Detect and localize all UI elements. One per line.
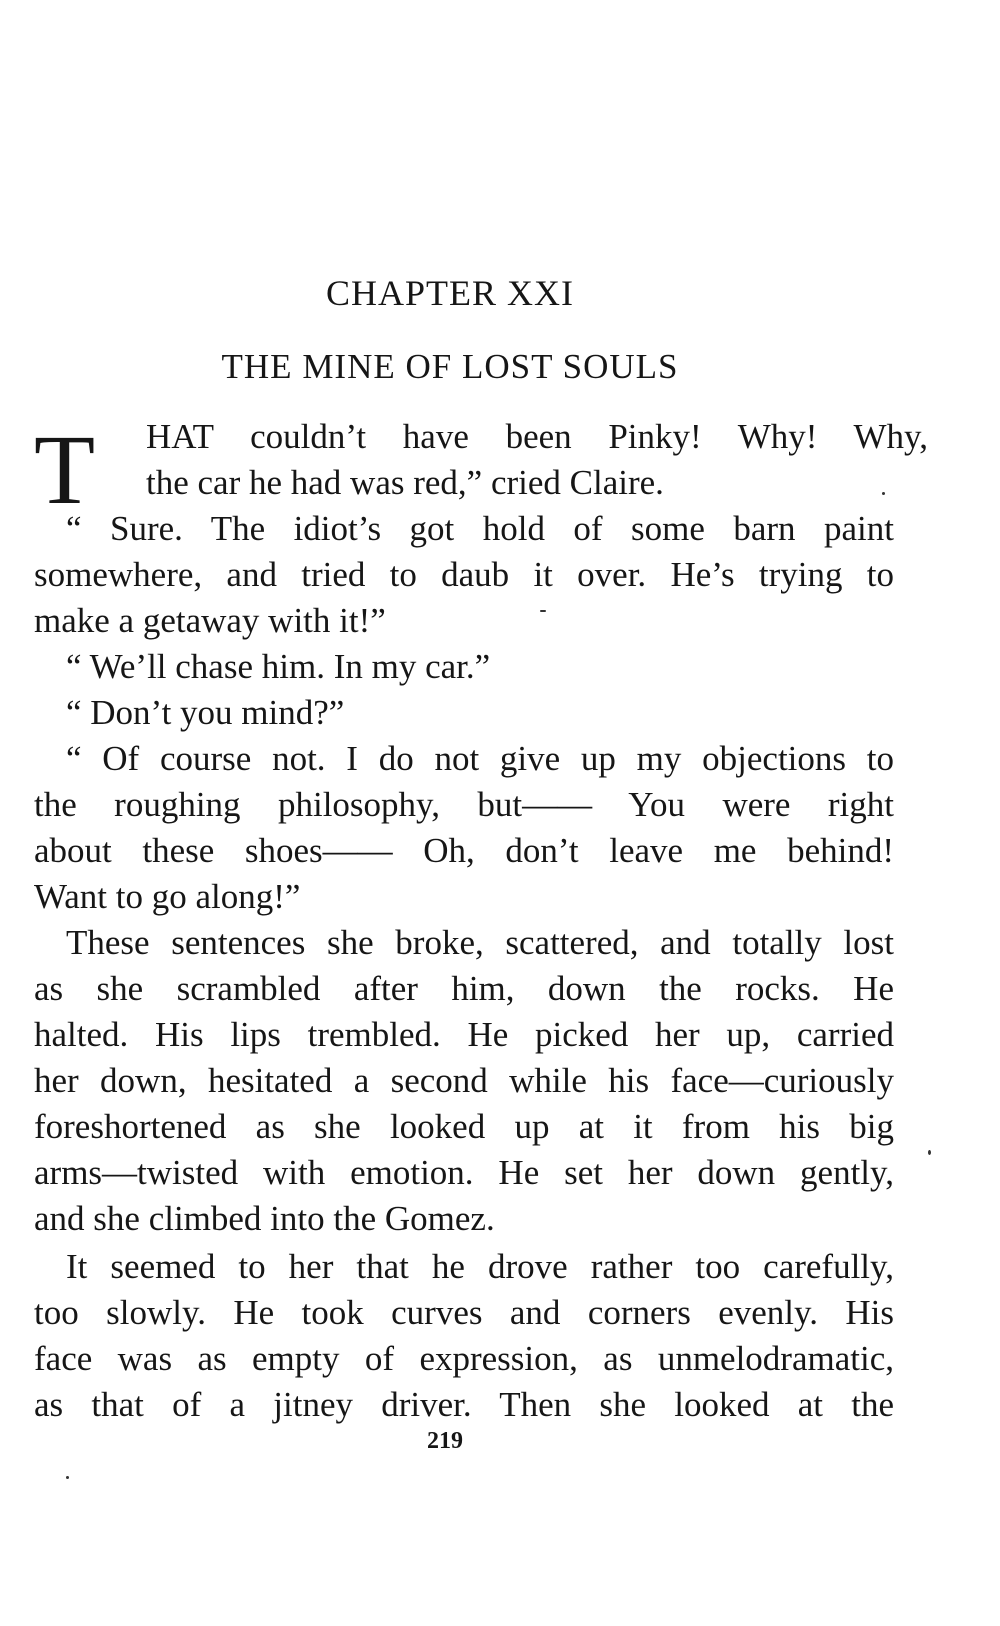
text-line: “ We’ll chase him. In my car.”	[66, 647, 491, 686]
text-line: These sentences she broke, scattered, and totally lost	[66, 923, 894, 962]
ink-speck	[882, 492, 885, 495]
text-line: HAT couldn’t have been Pinky! Why! Why,	[146, 417, 928, 456]
text-line: the roughing philosophy, but—— You were right	[34, 785, 894, 824]
drop-cap: T	[34, 414, 96, 525]
chapter-title: THE MINE OF LOST SOULS	[221, 347, 679, 386]
text-line: halted. His lips trembled. He picked her up, carried	[34, 1015, 894, 1054]
text-line: her down, hesitated a second while his face—curiously	[34, 1061, 894, 1100]
ink-speck	[540, 610, 546, 612]
chapter-number: CHAPTER XXI	[325, 273, 574, 313]
text-line: and she climbed into the Gomez.	[34, 1199, 495, 1238]
text-line: as she scrambled after him, down the rocks. He	[34, 969, 894, 1008]
text-line: “ Sure. The idiot’s got hold of some barn paint	[66, 509, 894, 548]
text-line: the car he had was red,” cried Claire.	[146, 463, 664, 502]
page-number: 219	[427, 1428, 463, 1454]
text-line: somewhere, and tried to daub it over. He’s trying to	[34, 555, 894, 594]
text-line: arms—twisted with emotion. He set her down gently,	[34, 1153, 894, 1192]
text-line: “ Of course not. I do not give up my objections to	[66, 739, 894, 778]
text-line: as that of a jitney driver. Then she looked at the	[34, 1385, 894, 1424]
text-line: too slowly. He took curves and corners evenly. His	[34, 1293, 894, 1332]
text-line: Want to go along!”	[34, 877, 301, 916]
text-line: face was as empty of expression, as unmelodramatic,	[34, 1339, 894, 1378]
ink-speck	[66, 1476, 69, 1479]
ink-speck	[928, 1150, 931, 1155]
text-line: “ Don’t you mind?”	[66, 693, 345, 732]
text-line: foreshortened as she looked up at it from his big	[34, 1107, 894, 1146]
text-line: It seemed to her that he drove rather too carefully,	[66, 1247, 894, 1286]
text-line: about these shoes—— Oh, don’t leave me behind!	[34, 831, 894, 870]
text-line: make a getaway with it!”	[34, 601, 386, 640]
